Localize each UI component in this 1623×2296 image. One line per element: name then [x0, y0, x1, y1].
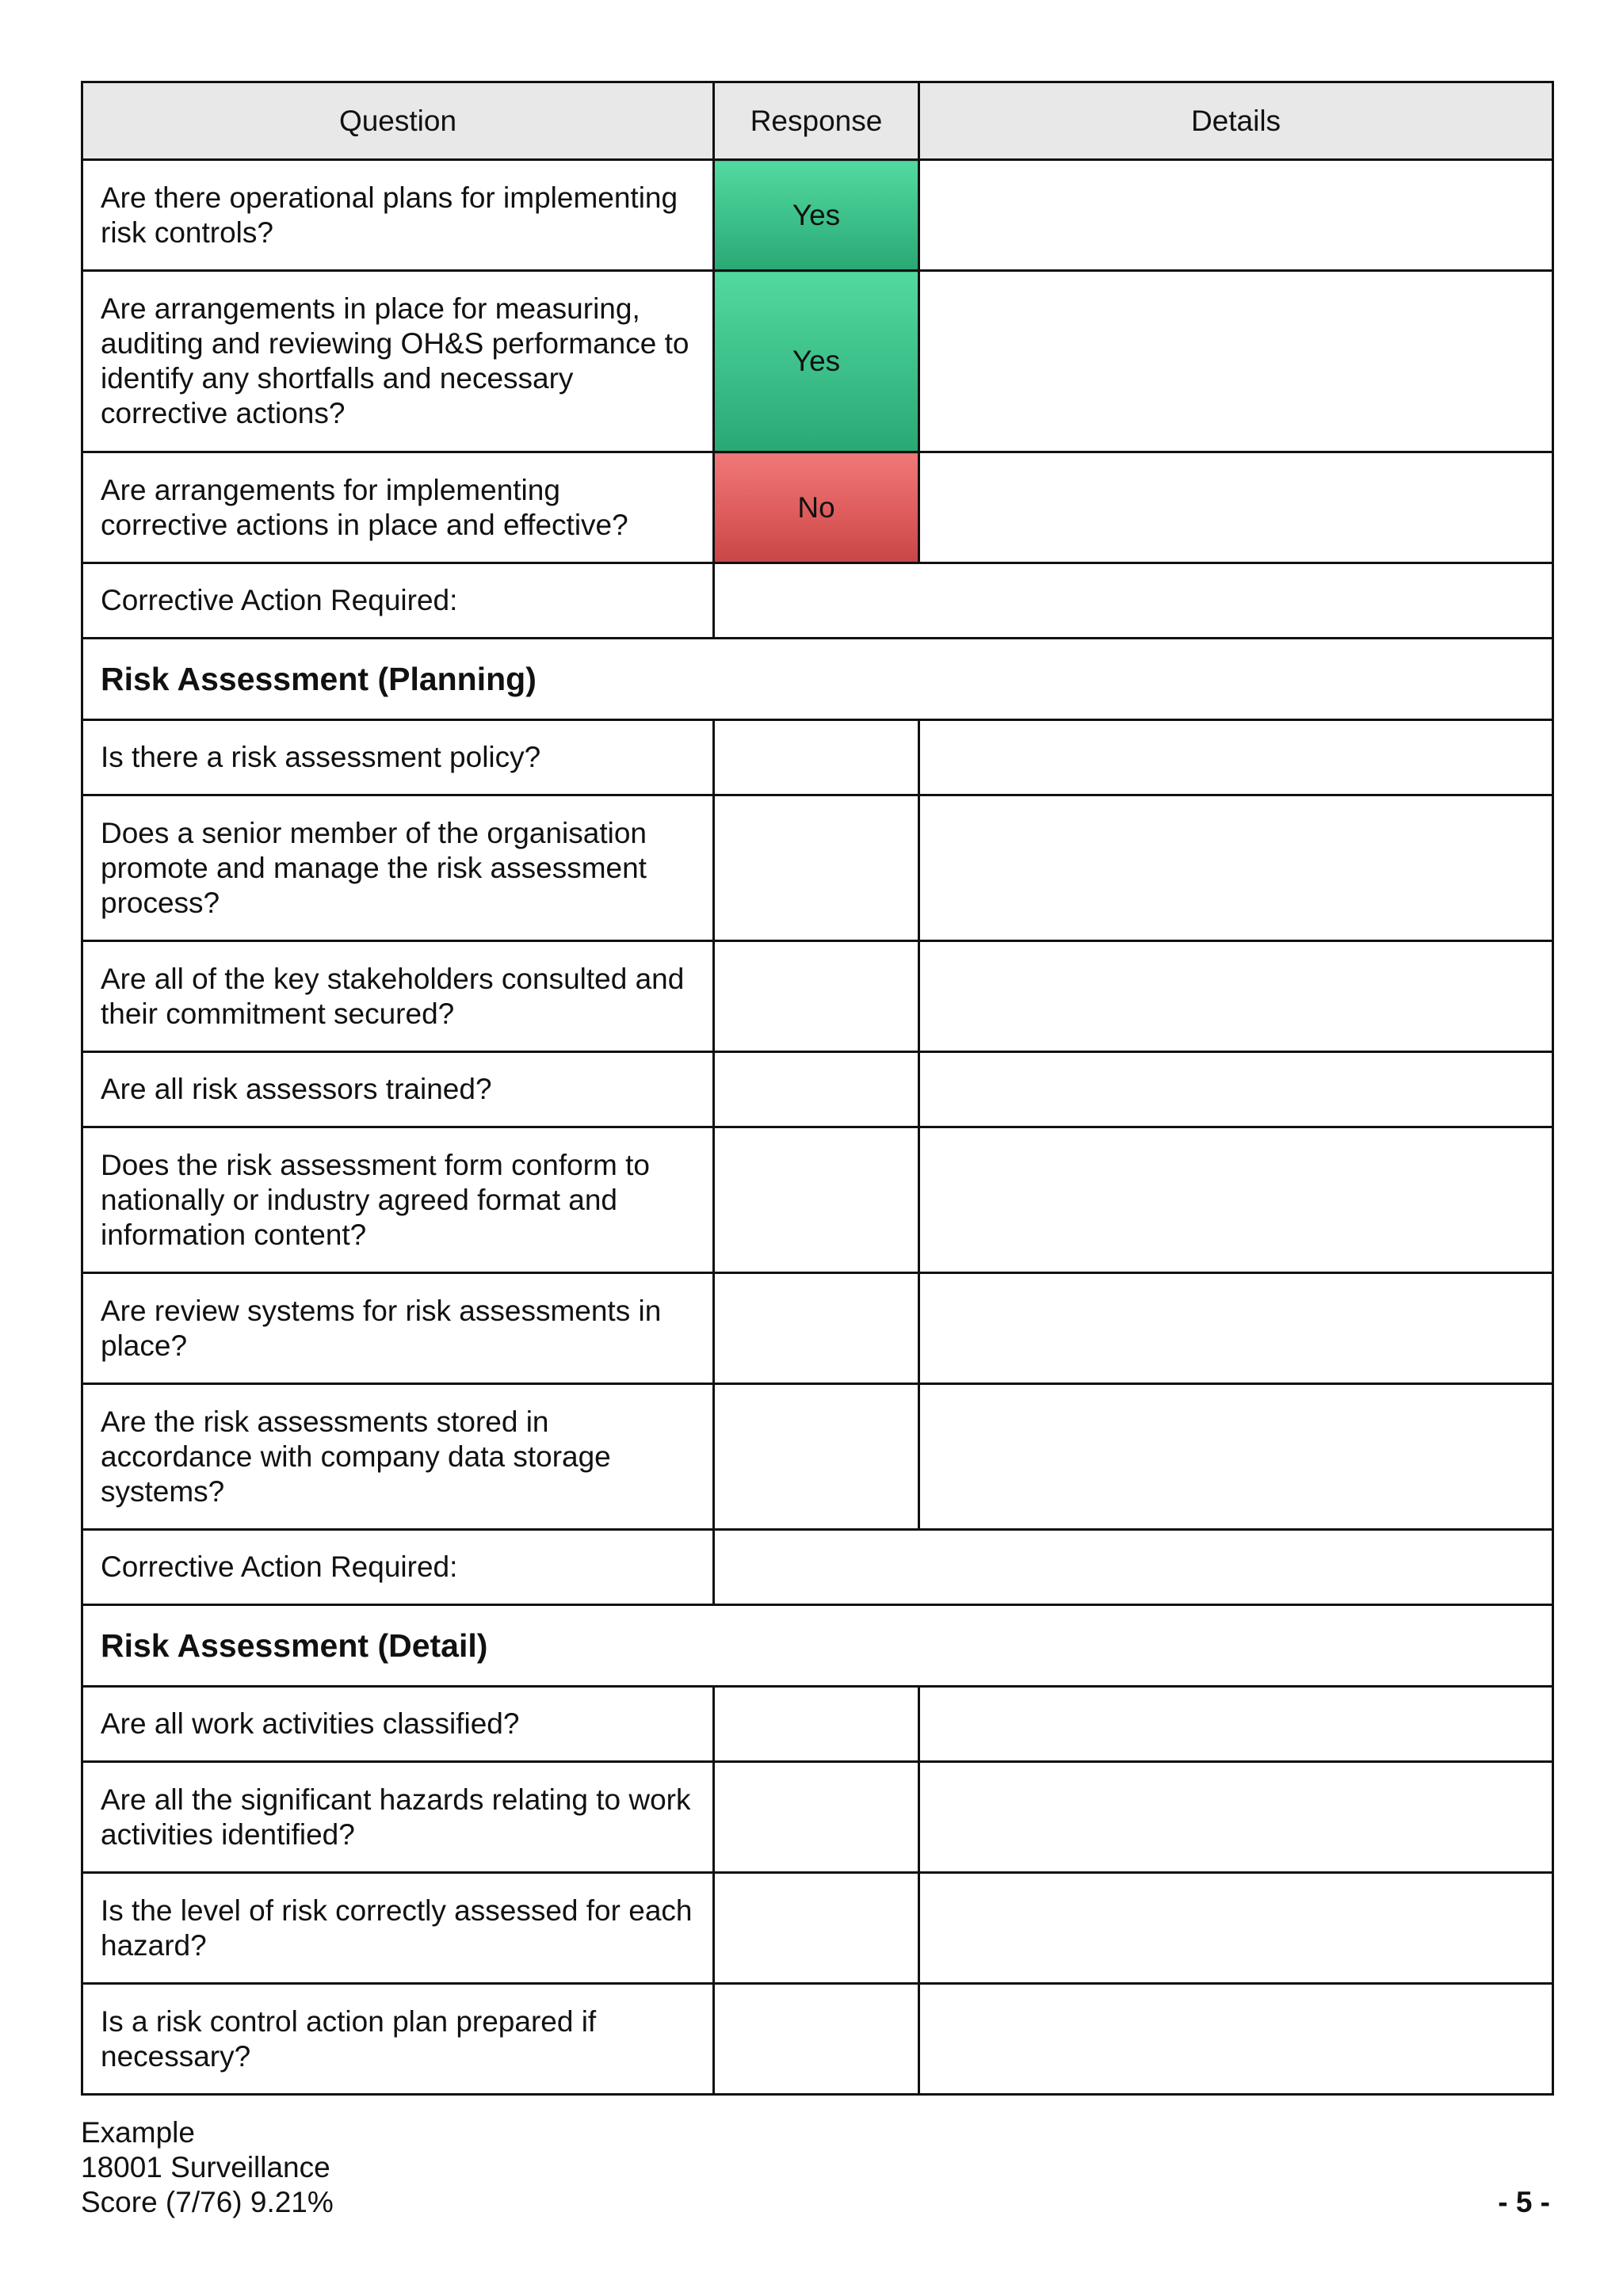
footer-score: Score (7/76) 9.21%: [81, 2186, 334, 2218]
details-cell[interactable]: [919, 452, 1553, 563]
details-cell[interactable]: [919, 1384, 1553, 1530]
response-cell[interactable]: [714, 1384, 919, 1530]
table-row: [82, 271, 1553, 452]
corrective-action-field[interactable]: [714, 1530, 1553, 1605]
table-row: [82, 1273, 1553, 1384]
question-cell: Are arrangements in place for measuring, auditing and reviewing OH&S performance to identify any shortfalls and necessary corrective actions?: [82, 271, 714, 452]
details-cell[interactable]: [919, 795, 1553, 941]
details-cell[interactable]: [919, 720, 1553, 795]
question-cell: Are all work activities classified?: [82, 1687, 714, 1762]
response-cell[interactable]: [714, 795, 919, 941]
question-cell: Are all the significant hazards relating to work activities identified?: [82, 1762, 714, 1873]
question-cell: Are all risk assessors trained?: [82, 1052, 714, 1127]
response-cell[interactable]: [714, 1273, 919, 1384]
response-cell[interactable]: [714, 1052, 919, 1127]
response-cell[interactable]: [714, 1984, 919, 2095]
table-row: [82, 941, 1553, 1052]
details-cell[interactable]: [919, 1687, 1553, 1762]
header-details: Details: [919, 82, 1553, 160]
response-cell[interactable]: [714, 720, 919, 795]
section-title-detail: Risk Assessment (Detail): [82, 1605, 1553, 1687]
header-response: Response: [714, 82, 919, 160]
table-header-row: [82, 82, 1553, 160]
table-row: [82, 1052, 1553, 1127]
question-cell: Is a risk control action plan prepared if necessary?: [82, 1984, 714, 2095]
question-cell: Are the risk assessments stored in accordance with company data storage systems?: [82, 1384, 714, 1530]
details-cell[interactable]: [919, 160, 1553, 271]
section-row-planning: [82, 639, 1553, 720]
response-cell-yes[interactable]: Yes: [714, 160, 919, 271]
details-cell[interactable]: [919, 941, 1553, 1052]
question-cell: Is the level of risk correctly assessed for each hazard?: [82, 1873, 714, 1984]
table-row: [82, 1984, 1553, 2095]
audit-page: [81, 81, 1552, 2096]
table-row: [82, 1873, 1553, 1984]
page-footer: [81, 2115, 334, 2220]
response-cell[interactable]: [714, 1762, 919, 1873]
question-cell: Are arrangements for implementing corrective actions in place and effective?: [82, 452, 714, 563]
table-row: [82, 160, 1553, 271]
header-question: Question: [82, 82, 714, 160]
details-cell[interactable]: [919, 271, 1553, 452]
table-row: [82, 1762, 1553, 1873]
table-row: [82, 1687, 1553, 1762]
table-row: [82, 1127, 1553, 1273]
details-cell[interactable]: [919, 1873, 1553, 1984]
page-number: - 5 -: [1498, 2186, 1550, 2218]
corrective-action-label: Corrective Action Required:: [82, 1530, 714, 1605]
response-cell[interactable]: [714, 941, 919, 1052]
question-cell: Are review systems for risk assessments in place?: [82, 1273, 714, 1384]
table-row: [82, 720, 1553, 795]
corrective-action-row: [82, 563, 1553, 639]
audit-table: [81, 81, 1554, 2096]
table-row: [82, 452, 1553, 563]
question-cell: Are all of the key stakeholders consulted and their commitment secured?: [82, 941, 714, 1052]
corrective-action-label: Corrective Action Required:: [82, 563, 714, 639]
question-cell: Does a senior member of the organisation promote and manage the risk assessment process?: [82, 795, 714, 941]
response-cell[interactable]: [714, 1127, 919, 1273]
response-cell[interactable]: [714, 1687, 919, 1762]
details-cell[interactable]: [919, 1984, 1553, 2095]
footer-audit-name: 18001 Surveillance: [81, 2151, 330, 2183]
section-title-planning: Risk Assessment (Planning): [82, 639, 1553, 720]
corrective-action-field[interactable]: [714, 563, 1553, 639]
details-cell[interactable]: [919, 1762, 1553, 1873]
question-cell: Are there operational plans for implementing risk controls?: [82, 160, 714, 271]
response-cell-yes[interactable]: Yes: [714, 271, 919, 452]
section-row-detail: [82, 1605, 1553, 1687]
response-cell[interactable]: [714, 1873, 919, 1984]
details-cell[interactable]: [919, 1052, 1553, 1127]
details-cell[interactable]: [919, 1127, 1553, 1273]
question-cell: Does the risk assessment form conform to nationally or industry agreed format and information content?: [82, 1127, 714, 1273]
response-cell-no[interactable]: No: [714, 452, 919, 563]
question-cell: Is there a risk assessment policy?: [82, 720, 714, 795]
table-row: [82, 795, 1553, 941]
footer-company: Example: [81, 2116, 195, 2149]
corrective-action-row: [82, 1530, 1553, 1605]
details-cell[interactable]: [919, 1273, 1553, 1384]
table-row: [82, 1384, 1553, 1530]
